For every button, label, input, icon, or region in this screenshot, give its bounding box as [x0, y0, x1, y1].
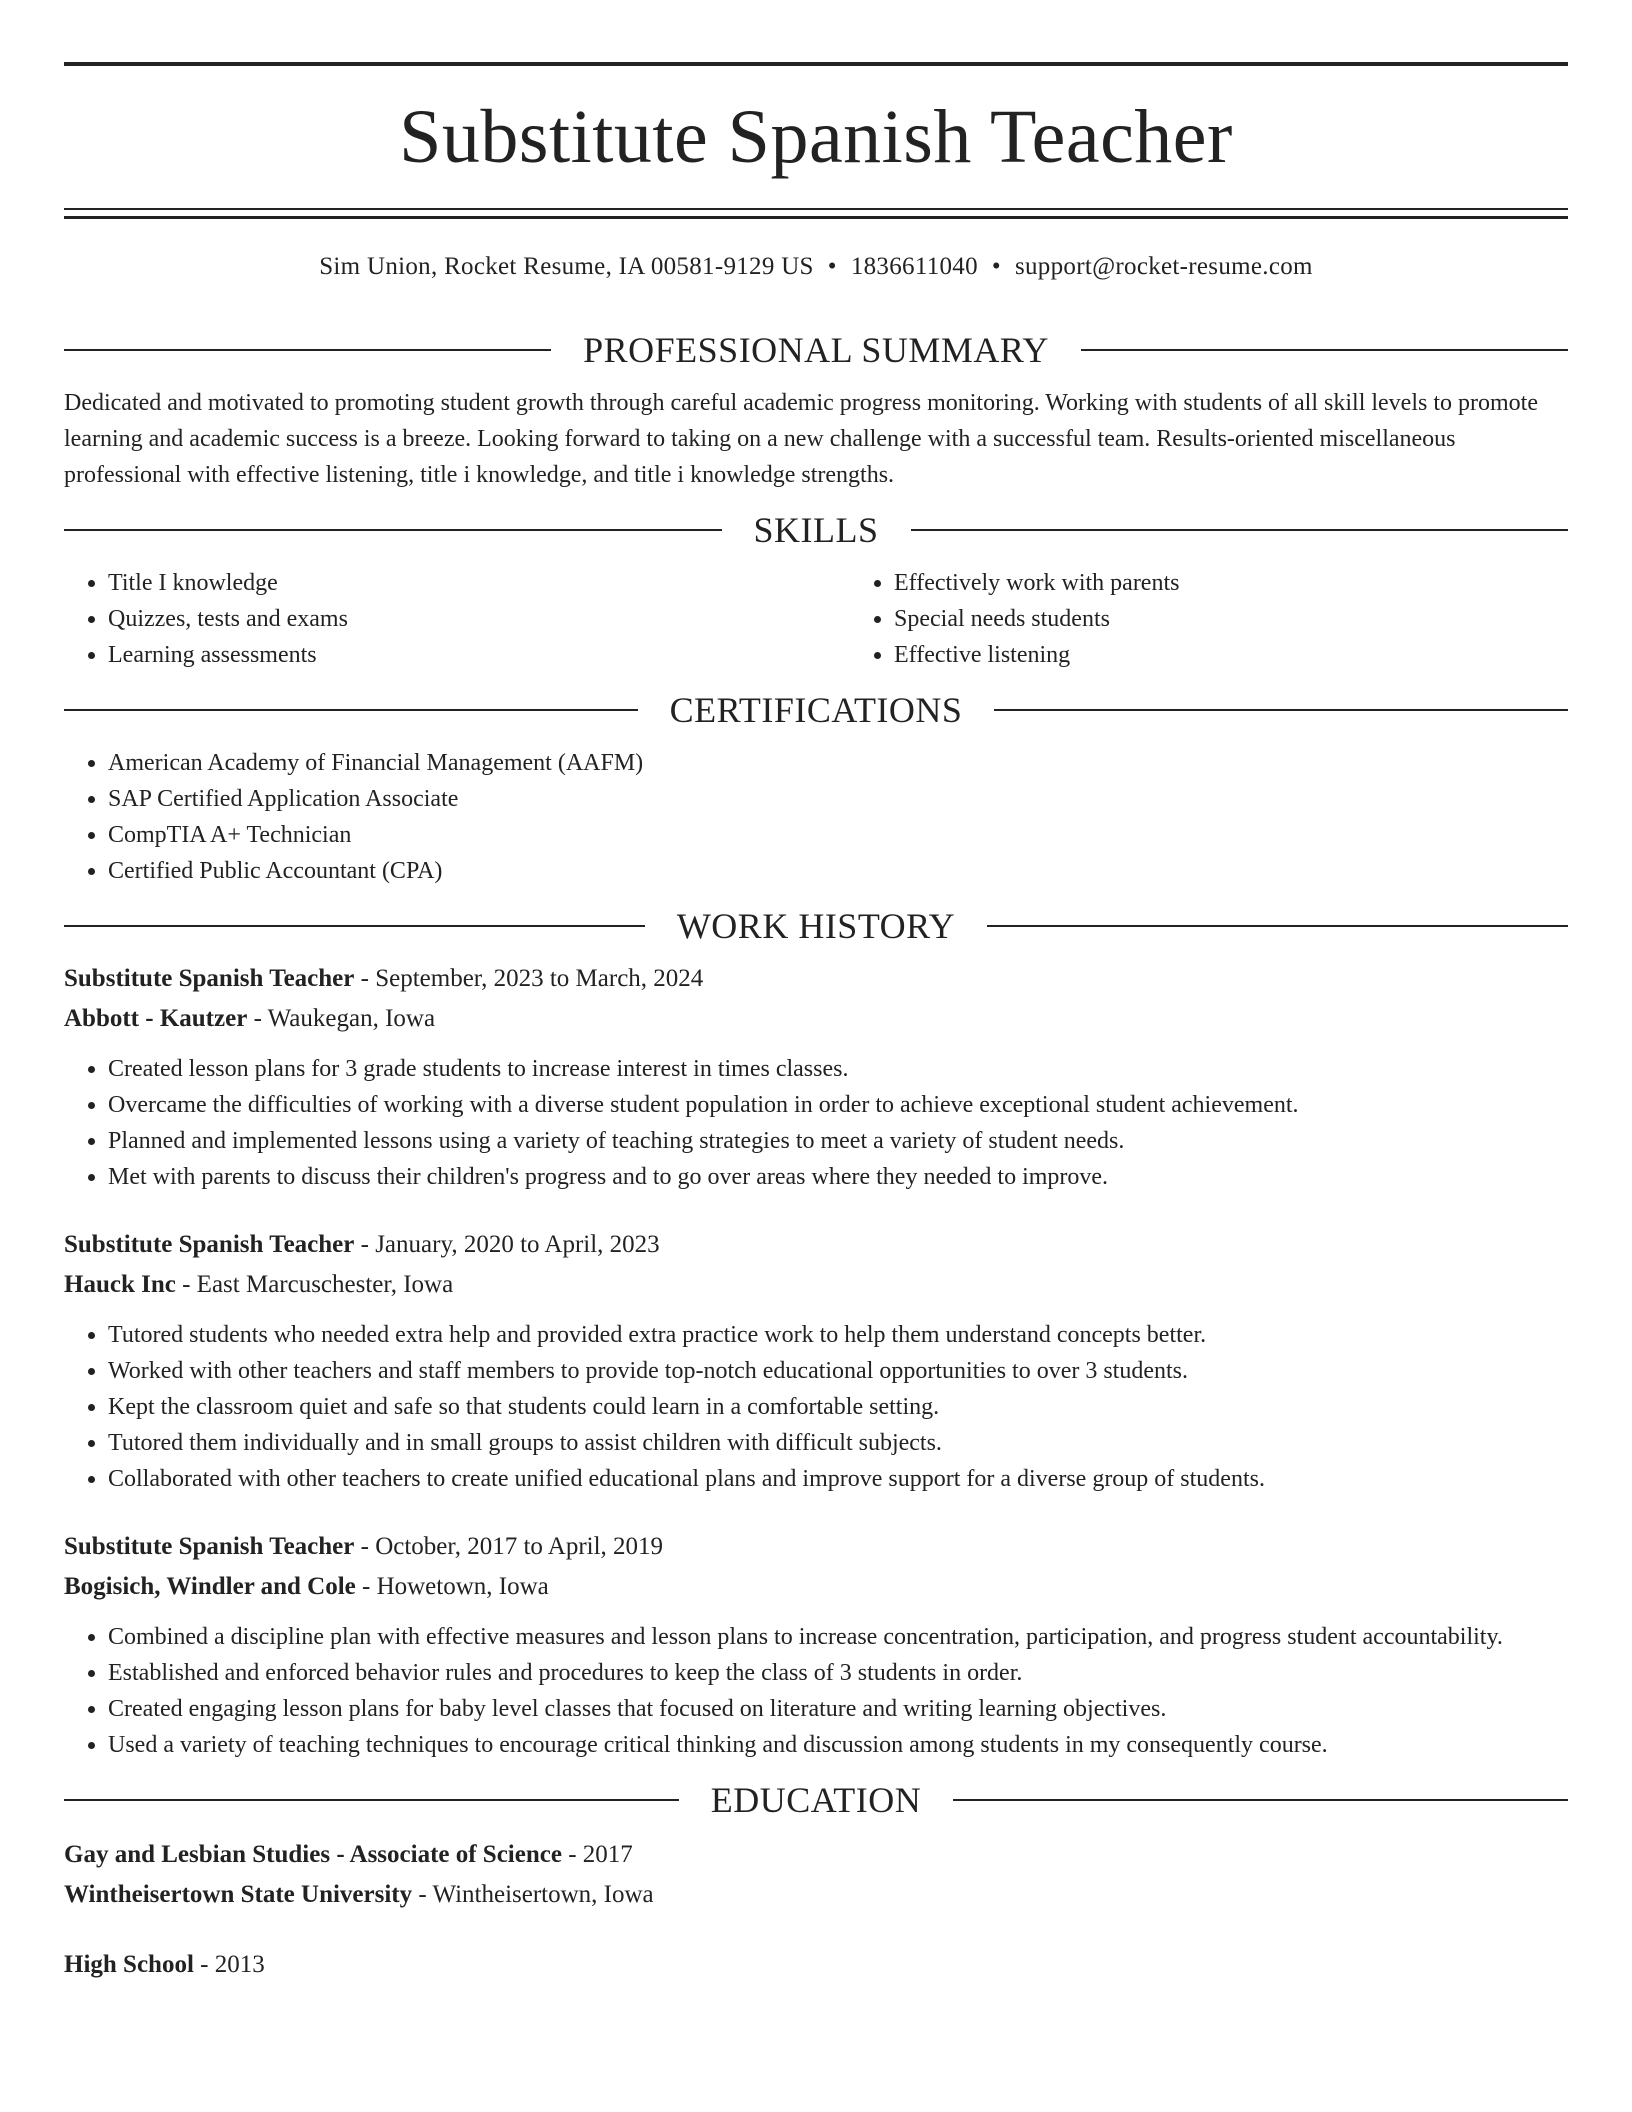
- job-bullets: [64, 1619, 1568, 1763]
- education-degree-line: [64, 1835, 1568, 1875]
- section-title-skills: SKILLS: [753, 510, 879, 550]
- skill-item: • Title I knowledge: [108, 565, 850, 601]
- job-entry: [64, 959, 1568, 1195]
- education-degree: High School: [64, 1951, 194, 1978]
- contact-phone: 1836611040: [850, 253, 978, 280]
- summary-text: Dedicated and motivated to promoting student growth through careful academic progress monitoring. Working with students of all skill levels to promote learning and academic success is a breeze. Looking forward to taking on a new challenge with a successful team. Results-oriented miscellaneous professional with effective listening, title i knowledge, and title i knowledge strengths.: [64, 390, 1538, 488]
- job-bullet: • Tutored them individually and in small groups to assist children with difficult subjects.: [108, 1425, 1568, 1461]
- divider-line: [911, 529, 1569, 531]
- section-title-education: EDUCATION: [710, 1780, 922, 1820]
- job-bullet: • Planned and implemented lessons using a variety of teaching strategies to meet a variety of student needs.: [108, 1123, 1568, 1159]
- job-bullet: • Established and enforced behavior rules and procedures to keep the class of 3 students in order.: [108, 1655, 1568, 1691]
- section-header-education: [64, 1777, 1568, 1823]
- job-bullet: • Overcame the difficulties of working with a diverse student population in order to achieve exceptional student achievement.: [108, 1087, 1568, 1123]
- section-header-summary: [64, 327, 1568, 373]
- skill-item: • Effective listening: [894, 637, 1632, 673]
- job-bullets: [64, 1317, 1568, 1497]
- job-bullet: • Created lesson plans for 3 grade students to increase interest in times classes.: [108, 1051, 1568, 1087]
- job-bullets: [64, 1051, 1568, 1195]
- job-title-line: [64, 959, 1568, 999]
- skill-item: • Learning assessments: [108, 637, 850, 673]
- job-title: Substitute Spanish Teacher: [64, 965, 355, 992]
- divider-line: [64, 349, 551, 351]
- job-bullet: • Kept the classroom quiet and safe so that students could learn in a comfortable setting.: [108, 1389, 1568, 1425]
- divider-line: [64, 925, 645, 927]
- job-company-line: [64, 999, 1568, 1039]
- job-entry: [64, 1527, 1568, 1763]
- contact-separator: •: [827, 253, 837, 280]
- divider-line: [953, 1799, 1568, 1801]
- job-bullet: • Used a variety of teaching techniques to encourage critical thinking and discussion among students in my consequently course.: [108, 1727, 1568, 1763]
- job-company: Bogisich, Windler and Cole: [64, 1573, 356, 1600]
- resume-title: Substitute Spanish Teacher: [399, 95, 1233, 179]
- skill-item: • Effectively work with parents: [894, 565, 1632, 601]
- skills-list: [64, 565, 1568, 673]
- education-year: - 2017: [561, 1841, 633, 1868]
- contact-separator: •: [991, 253, 1001, 280]
- title-bottom-rule-2: [64, 216, 1568, 219]
- section-header-certifications: [64, 687, 1568, 733]
- contact-line: [64, 247, 1568, 287]
- job-company-line: [64, 1265, 1568, 1305]
- divider-line: [1081, 349, 1568, 351]
- job-dates: - January, 2020 to April, 2023: [354, 1231, 660, 1258]
- education-school-line: [64, 1875, 1568, 1915]
- job-dates: - October, 2017 to April, 2019: [354, 1533, 664, 1560]
- education-location: - Wintheisertown, Iowa: [412, 1881, 654, 1908]
- job-company: Hauck Inc: [64, 1271, 176, 1298]
- job-location: - Waukegan, Iowa: [247, 1005, 436, 1032]
- job-title-line: [64, 1225, 1568, 1265]
- job-dates: - September, 2023 to March, 2024: [354, 965, 704, 992]
- job-location: - East Marcuschester, Iowa: [175, 1271, 454, 1298]
- job-title-line: [64, 1527, 1568, 1567]
- job-bullet: • Collaborated with other teachers to create unified educational plans and improve support for a diverse group of students.: [108, 1461, 1568, 1497]
- divider-line: [994, 709, 1568, 711]
- job-title: Substitute Spanish Teacher: [64, 1231, 355, 1258]
- divider-line: [64, 1799, 679, 1801]
- education-entry: [64, 1945, 1568, 1985]
- job-bullet: • Combined a discipline plan with effective measures and lesson plans to increase concentration, participation, and progress student accountability.: [108, 1619, 1568, 1655]
- certification-item: • CompTIA A+ Technician: [108, 817, 1568, 853]
- education-school: Wintheisertown State University: [64, 1881, 413, 1908]
- job-bullet: • Worked with other teachers and staff members to provide top-notch educational opportunities to over 3 students.: [108, 1353, 1568, 1389]
- section-title-summary: PROFESSIONAL SUMMARY: [583, 330, 1049, 370]
- job-bullet: • Met with parents to discuss their children's progress and to go over areas where they needed to improve.: [108, 1159, 1568, 1195]
- contact-email[interactable]: support@rocket-resume.com: [1014, 253, 1313, 280]
- education-year: - 2013: [193, 1951, 265, 1978]
- skills-column-left: [64, 565, 850, 673]
- resume-page: [64, 0, 1568, 1985]
- certification-item: • American Academy of Financial Management (AAFM): [108, 745, 1568, 781]
- skills-column-right: [850, 565, 1632, 673]
- job-title: Substitute Spanish Teacher: [64, 1533, 355, 1560]
- section-header-skills: [64, 507, 1568, 553]
- job-company: Abbott - Kautzer: [64, 1005, 248, 1032]
- section-header-work: [64, 903, 1568, 949]
- certification-item: • Certified Public Accountant (CPA): [108, 853, 1568, 889]
- education-entry: [64, 1835, 1568, 1915]
- divider-line: [64, 529, 722, 531]
- education-degree-line: [64, 1945, 1568, 1985]
- certification-item: • SAP Certified Application Associate: [108, 781, 1568, 817]
- skill-item: • Special needs students: [894, 601, 1632, 637]
- job-entry: [64, 1225, 1568, 1497]
- job-company-line: [64, 1567, 1568, 1607]
- contact-address: Sim Union, Rocket Resume, IA 00581-9129 US: [319, 253, 814, 280]
- certifications-list: [64, 745, 1568, 889]
- divider-line: [987, 925, 1568, 927]
- job-bullet: • Tutored students who needed extra help and provided extra practice work to help them understand concepts better.: [108, 1317, 1568, 1353]
- job-location: - Howetown, Iowa: [355, 1573, 549, 1600]
- education-degree: Gay and Lesbian Studies - Associate of Science: [64, 1841, 562, 1868]
- divider-line: [64, 709, 638, 711]
- skill-item: • Quizzes, tests and exams: [108, 601, 850, 637]
- section-title-work: WORK HISTORY: [676, 906, 956, 946]
- section-title-certifications: CERTIFICATIONS: [669, 690, 963, 730]
- job-bullet: • Created engaging lesson plans for baby level classes that focused on literature and writing learning objectives.: [108, 1691, 1568, 1727]
